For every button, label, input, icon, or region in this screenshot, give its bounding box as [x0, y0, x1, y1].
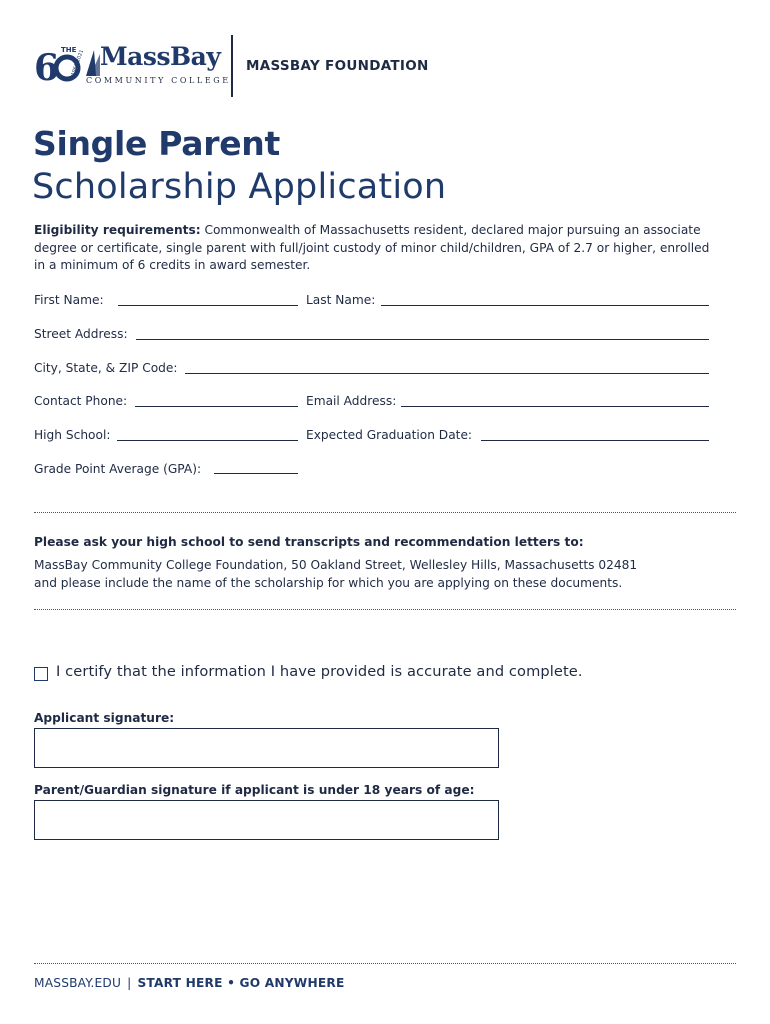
contact-phone-label: Contact Phone:	[34, 394, 128, 408]
footer-divider	[34, 963, 736, 964]
svg-text:THE: THE	[61, 46, 77, 54]
page-subtitle: Scholarship Application	[32, 167, 447, 207]
transcripts-heading: Please ask your high school to send transcripts and recommendation letters to:	[34, 535, 584, 549]
contact-phone-input[interactable]	[135, 406, 298, 407]
email-address-label: Email Address:	[306, 394, 397, 408]
transcripts-body	[34, 557, 724, 592]
applicant-signature-label: Applicant signature:	[34, 711, 175, 725]
gpa-input[interactable]	[214, 473, 298, 474]
footer	[34, 976, 344, 990]
email-address-input[interactable]	[401, 406, 709, 407]
street-address-label: Street Address:	[34, 327, 128, 341]
logo-name: MassBay	[100, 42, 221, 71]
last-name-input[interactable]	[381, 305, 709, 306]
guardian-signature-field[interactable]	[34, 800, 499, 840]
gpa-label: Grade Point Average (GPA):	[34, 462, 202, 476]
eligibility-text	[34, 222, 714, 275]
divider-top	[34, 512, 736, 513]
last-name-label: Last Name:	[306, 293, 376, 307]
high-school-label: High School:	[34, 428, 111, 442]
expected-graduation-input[interactable]	[481, 440, 709, 441]
applicant-signature-field[interactable]	[34, 728, 499, 768]
guardian-signature-label: Parent/Guardian signature if applicant is under 18 years of age:	[34, 783, 475, 797]
header-divider	[231, 35, 233, 97]
first-name-label: First Name:	[34, 293, 104, 307]
certify-label: I certify that the information I have provided is accurate and complete.	[56, 663, 583, 680]
city-state-zip-input[interactable]	[185, 373, 709, 374]
page-title: Single Parent	[33, 124, 280, 163]
logo-subtitle: COMMUNITY COLLEGE	[86, 76, 231, 85]
footer-tagline: START HERE • GO ANYWHERE	[137, 976, 345, 990]
transcripts-address: MassBay Community College Foundation, 50 Oakland Street, Wellesley Hills, Massachusetts 02481	[34, 558, 638, 572]
svg-text:6: 6	[34, 47, 60, 88]
eligibility-label: Eligibility requirements:	[34, 223, 201, 237]
certify-checkbox[interactable]	[34, 667, 48, 681]
foundation-label: MASSBAY FOUNDATION	[246, 58, 429, 74]
high-school-input[interactable]	[117, 440, 298, 441]
city-state-zip-label: City, State, & ZIP Code:	[34, 361, 178, 375]
footer-site-link[interactable]: MASSBAY.EDU	[34, 976, 122, 990]
street-address-input[interactable]	[136, 339, 709, 340]
svg-text:1961-2021: 1961-2021	[70, 49, 86, 77]
eligibility-body: Commonwealth of Massachusetts resident, declared major pursuing an associate degree or certificate, single parent with full/joint custody of minor child/children, GPA of 2.7 or higher, enrolled in a minimum of 6 credits in award semester.	[34, 223, 710, 273]
divider-bottom	[34, 609, 736, 610]
transcripts-instructions: and please include the name of the scholarship for which you are applying on these documents.	[34, 575, 623, 590]
expected-graduation-label: Expected Graduation Date:	[306, 428, 473, 442]
footer-separator: |	[127, 976, 132, 990]
first-name-input[interactable]	[118, 305, 298, 306]
